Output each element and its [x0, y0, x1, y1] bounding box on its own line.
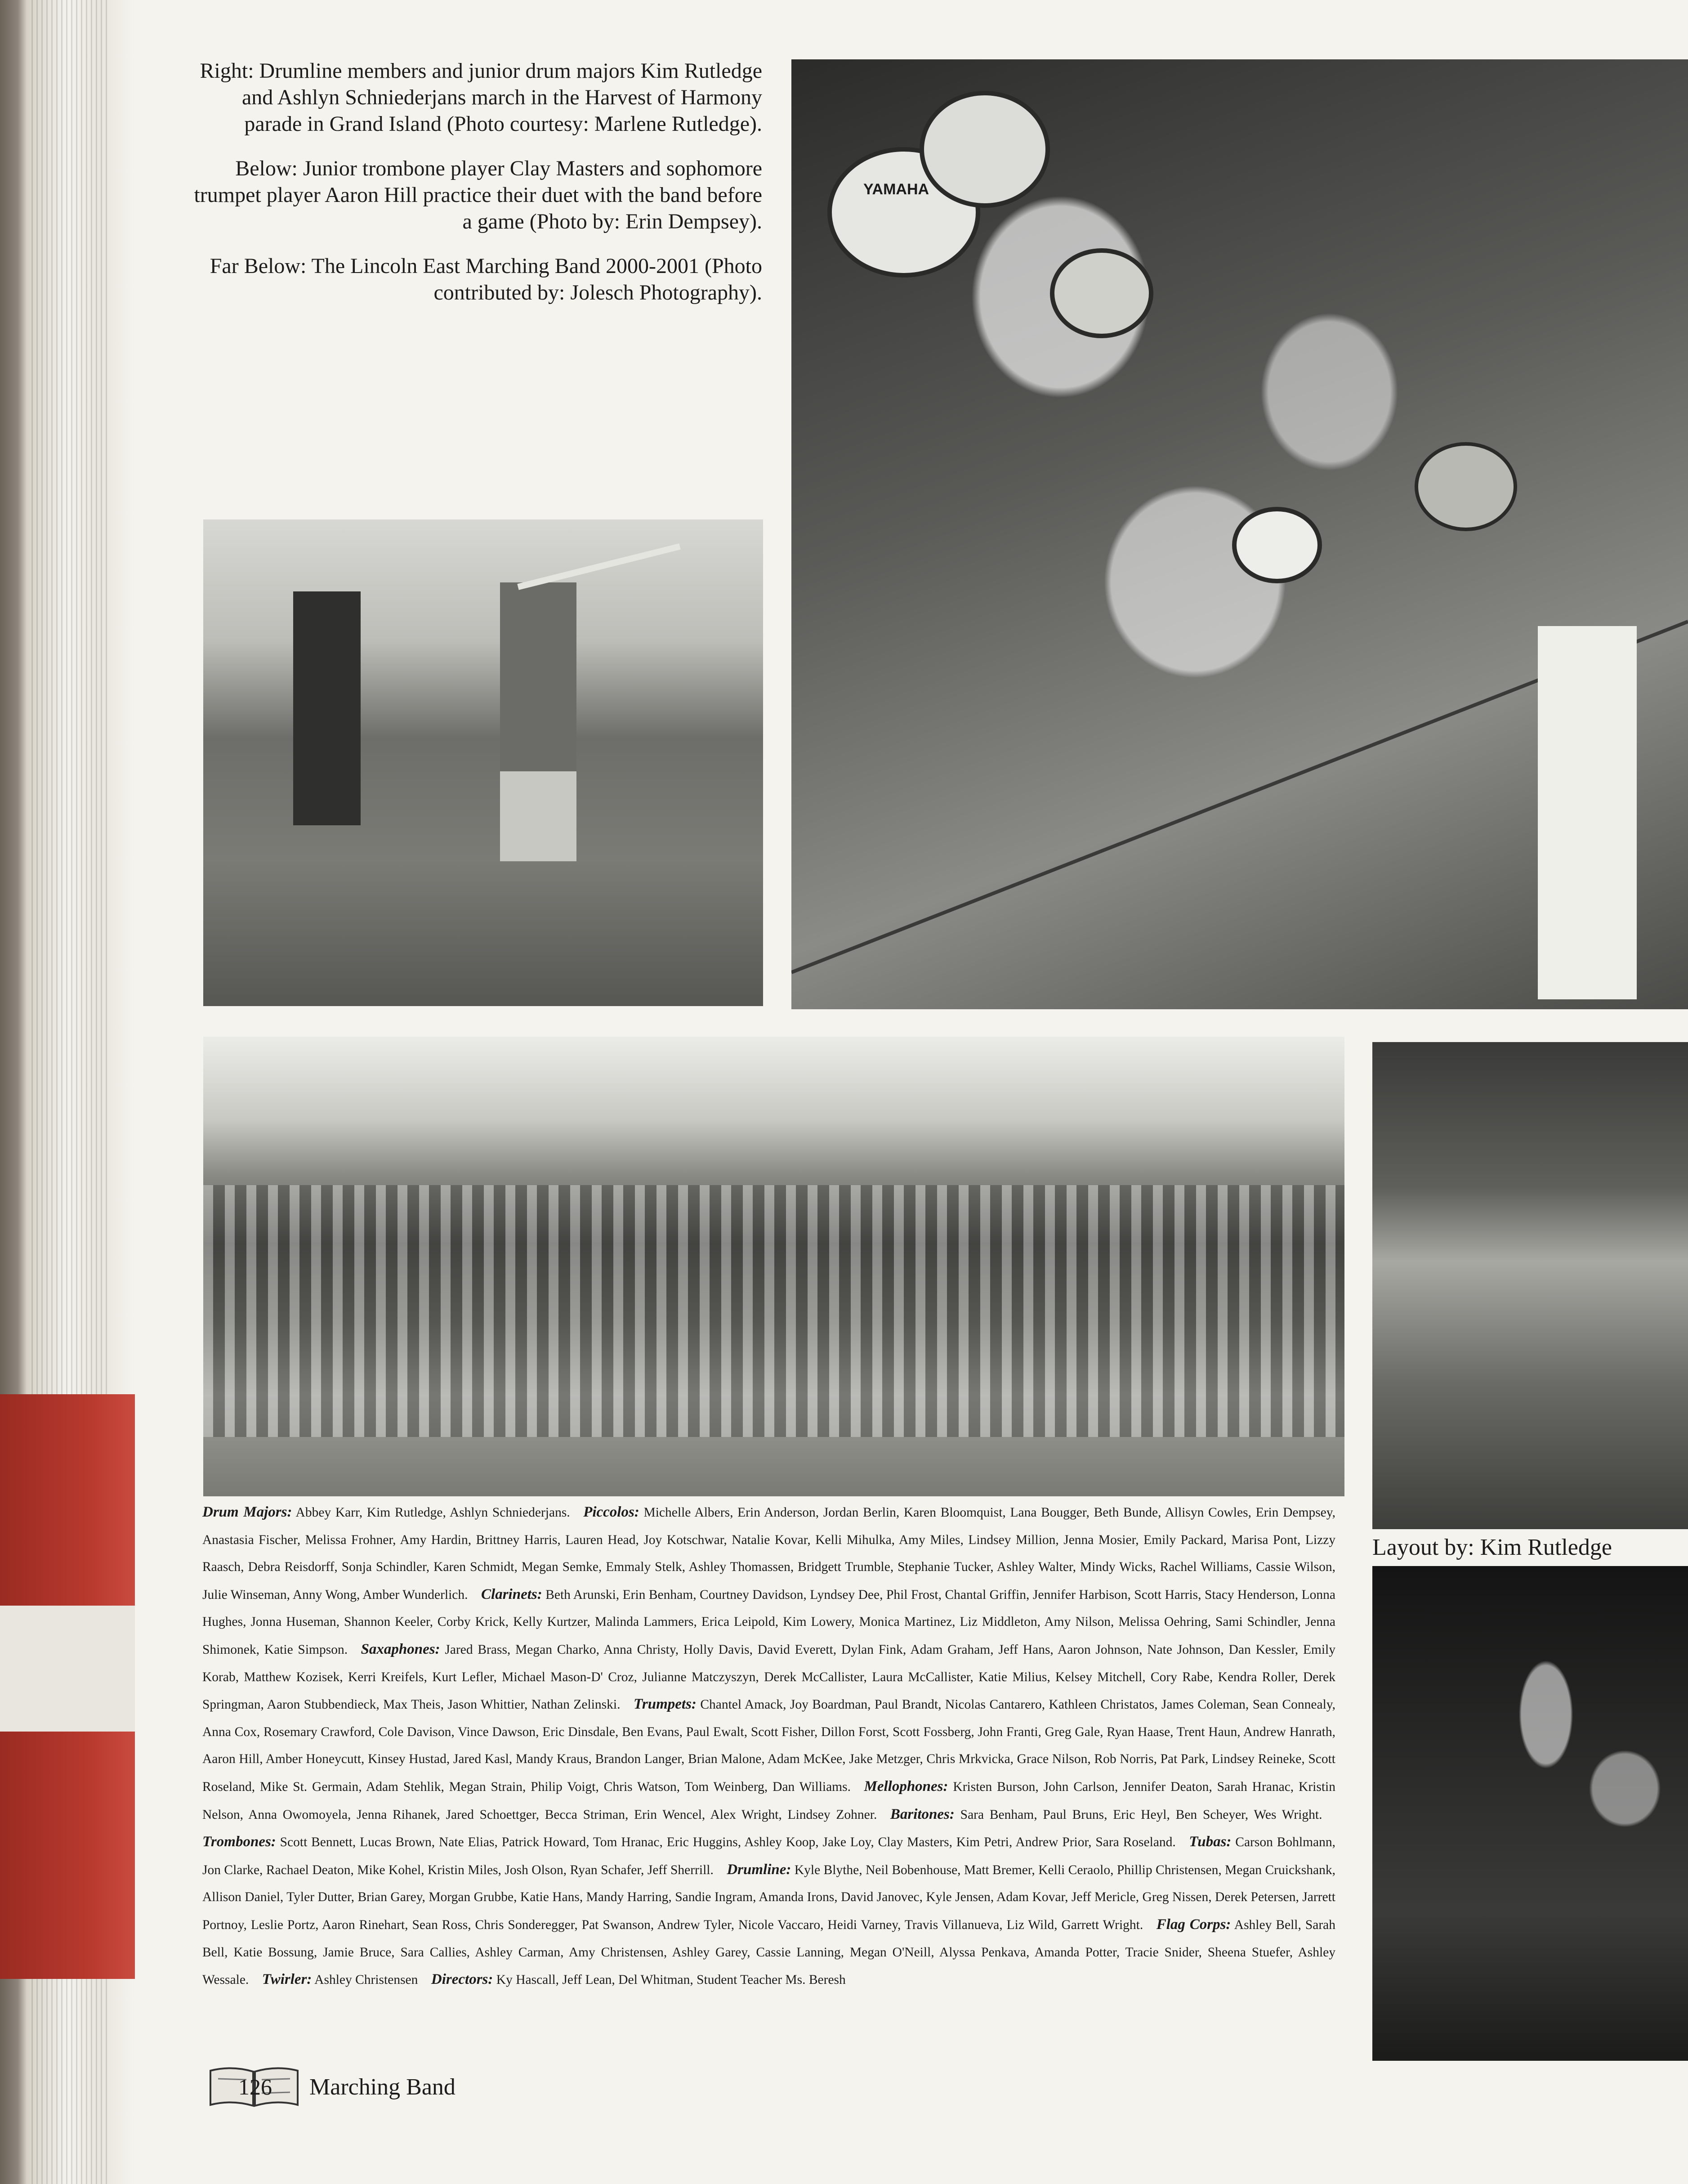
- drum-brand-label: YAMAHA: [863, 181, 929, 198]
- trombone-line-photo: [1372, 1042, 1688, 1529]
- roster-section-label: Tubas:: [1189, 1834, 1232, 1850]
- roster-section-names: Beth Arunski, Erin Benham, Courtney Davidson, Lyndsey Dee, Phil Frost, Chantal Griffin, Jennifer Harbison, Scott Harris, Stacy Henderson, Lonna Hughes, Jonna Huseman, Shannon Keeler, Corby Krick, Kelly Kurtzer, Malinda Lammers, Erica Leipold, Kim Lowery, Monica Martinez, Liz Middleton, Amy Nilson, Melissa Oehring, Sami Schindler, Jenna Shimonek, Katie Simpson.: [202, 1587, 1335, 1657]
- roster-section-names: Scott Bennett, Lucas Brown, Nate Elias, Patrick Howard, Tom Hranac, Eric Huggins, Ashley Koop, Jake Loy, Clay Masters, Kim Petri, Andrew Prior, Sara Roseland.: [276, 1835, 1189, 1850]
- roster-section-label: Drum Majors:: [202, 1504, 292, 1520]
- roster-section-names: Sara Benham, Paul Bruns, Eric Heyl, Ben Scheyer, Wes Wright.: [954, 1807, 1335, 1822]
- trombone-trumpet-practice-photo: [203, 519, 763, 1006]
- roster-section-label: Piccolos:: [583, 1504, 639, 1520]
- page-number: 126: [238, 2074, 272, 2099]
- night-performance-photo: [1372, 1566, 1688, 2061]
- roster-section-names: Ashley Bell, Sarah Bell, Katie Bossung, Jamie Bruce, Sara Callies, Ashley Carman, Amy Christensen, Ashley Garey, Cassie Lanning, Megan O'Neill, Alyssa Penkava, Amanda Potter, Tracie Snider, Sheena Stuefer, Ashley Wessale.: [202, 1917, 1335, 1987]
- roster-section-label: Twirler:: [262, 1971, 312, 1988]
- layout-credit: Layout by: Kim Rutledge: [1372, 1535, 1612, 1560]
- band-member-roster: [202, 1499, 1335, 1994]
- roster-section-label: Saxaphones:: [361, 1641, 440, 1657]
- caption-below: Below: Junior trombone player Clay Masters and sophomore trumpet player Aaron Hill practice their duet with the band before a game (Photo by: Erin Dempsey).: [194, 157, 762, 233]
- drumline-parade-photo: [791, 59, 1688, 1009]
- red-binding-strip: [0, 1394, 135, 1979]
- roster-section-label: Flag Corps:: [1156, 1916, 1231, 1933]
- marching-band-group-photo: [203, 1037, 1344, 1496]
- roster-section-label: Clarinets:: [481, 1586, 542, 1602]
- page-footer: [207, 2064, 455, 2109]
- roster-section-names: Kristen Burson, John Carlson, Jennifer Deaton, Sarah Hranac, Kristin Nelson, Anna Owomoyela, Jenna Rihanek, Jared Schoettger, Becca Striman, Erin Wencel, Alex Wright, Lindsey Zohner.: [202, 1779, 1335, 1822]
- roster-section-label: Drumline:: [727, 1861, 791, 1878]
- roster-section-label: Trombones:: [202, 1834, 276, 1850]
- roster-section-names: Ashley Christensen: [312, 1973, 431, 1987]
- roster-section-names: Jared Brass, Megan Charko, Anna Christy, Holly Davis, David Everett, Dylan Fink, Adam Graham, Jeff Hans, Aaron Johnson, Nate Johnson, Dan Kessler, Emily Korab, Matthew Kozisek, Kerri Kreifels, Kurt Lefler, Michael Mason-D' Croz, Julianne Matczyszyn, Derek McCallister, Laura McCallister, Katie Milius, Kelsey Mitchell, Cory Rabe, Kendra Roller, Derek Springman, Aaron Stubbendieck, Max Theis, Jason Whittier, Nathan Zelinski.: [202, 1642, 1335, 1712]
- roster-section-label: Trumpets:: [633, 1696, 697, 1713]
- section-title: Marching Band: [309, 2074, 455, 2100]
- photo-captions: [193, 58, 762, 324]
- roster-section-names: Chantel Amack, Joy Boardman, Paul Brandt, Nicolas Cantarero, Kathleen Christatos, James Coleman, Sean Connealy, Anna Cox, Rosemary Crawford, Cole Davison, Vince Dawson, Eric Dinsdale, Ben Evans, Paul Ewalt, Scott Fisher, Dillon Forst, Scott Fossberg, John Franti, Greg Gale, Ryan Haase, Trent Haun, Andrew Hanrath, Aaron Hill, Amber Honeycutt, Kinsey Hustad, Jared Kasl, Mandy Kraus, Brandon Langer, Brian Malone, Adam McKee, Jake Metzger, Chris Mrkvicka, Grace Nilson, Rob Norris, Pat Park, Lindsey Reineke, Scott Roseland, Mike St. Germain, Adam Stehlik, Megan Strain, Philip Voigt, Chris Watson, Tom Weinberg, Dan Williams.: [202, 1697, 1335, 1794]
- roster-section-names: Michelle Albers, Erin Anderson, Jordan Berlin, Karen Bloomquist, Lana Bougger, Beth Bunde, Allisyn Cowles, Erin Dempsey, Anastasia Fischer, Melissa Frohner, Amy Hardin, Brittney Harris, Lauren Head, Joy Kotschwar, Natalie Kovar, Kelli Mihulka, Amy Miles, Lindsey Million, Jenna Mosier, Emily Packard, Marisa Pont, Lizzy Raasch, Debra Reisdorff, Sonja Schindler, Karen Schmidt, Megan Semke, Emmaly Stelk, Ashley Thomassen, Bridgett Trumble, Stephanie Tucker, Ashley Walter, Mindy Wicks, Rachel Williams, Cassie Wilson, Julie Winseman, Anny Wong, Amber Wunderlich.: [202, 1505, 1335, 1602]
- open-book-icon: [207, 2065, 301, 2108]
- roster-section-label: Baritones:: [890, 1806, 955, 1822]
- roster-section-label: Directors:: [431, 1971, 493, 1988]
- roster-section-names: Kyle Blythe, Neil Bobenhouse, Matt Bremer, Kelli Ceraolo, Phillip Christensen, Megan Cruickshank, Allison Daniel, Tyler Dutter, Brian Garey, Morgan Grubbe, Katie Hans, Mandy Harring, Sandie Ingram, Amanda Irons, David Janovec, Kyle Jensen, Adam Kovar, Jeff Mericle, Greg Nissen, Derek Petersen, Jarrett Portnoy, Leslie Portz, Aaron Rinehart, Sean Ross, Chris Sonderegger, Pat Swanson, Andrew Tyler, Nicole Vaccaro, Heidi Varney, Travis Villanueva, Liz Wild, Garrett Wright.: [202, 1862, 1335, 1932]
- caption-right: Right: Drumline members and junior drum majors Kim Rutledge and Ashlyn Schniederjans march in the Harvest of Harmony parade in Grand Island (Photo courtesy: Marlene Rutledge).: [200, 59, 762, 136]
- caption-far-below: Far Below: The Lincoln East Marching Band 2000-2001 (Photo contributed by: Jolesch Photography).: [210, 254, 762, 304]
- roster-section-names: Carson Bohlmann, Jon Clarke, Rachael Deaton, Mike Kohel, Kristin Miles, Josh Olson, Ryan Schafer, Jeff Sherrill.: [202, 1835, 1335, 1877]
- roster-section-names: Ky Hascall, Jeff Lean, Del Whitman, Student Teacher Ms. Beresh: [493, 1973, 859, 1987]
- roster-section-label: Mellophones:: [864, 1778, 948, 1795]
- roster-section-names: Abbey Karr, Kim Rutledge, Ashlyn Schniederjans.: [292, 1505, 584, 1520]
